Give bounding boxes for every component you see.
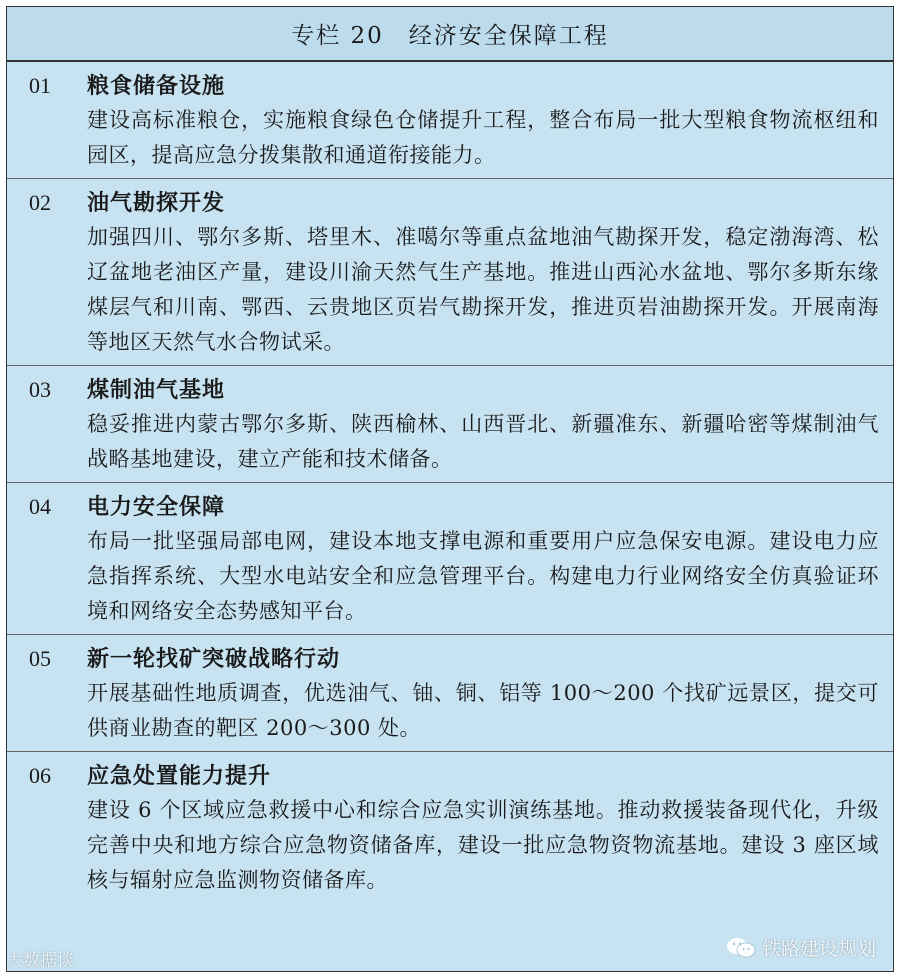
section-06 <box>7 752 893 903</box>
watermark-left <box>6 946 74 971</box>
section-title: 煤制油气基地 <box>87 378 226 403</box>
section-02 <box>7 179 893 366</box>
watermark-right <box>726 934 876 961</box>
section-04 <box>7 483 893 635</box>
section-05 <box>7 635 893 752</box>
watermark-right-text: 铁路建设规划 <box>761 938 876 960</box>
section-title: 电力安全保障 <box>87 495 226 520</box>
table-frame <box>6 6 894 972</box>
section-number: 03 <box>29 377 51 402</box>
section-body: 加强四川、鄂尔多斯、塔里木、准噶尔等重点盆地油气勘探开发，稳定渤海湾、松辽盆地老油区产量，建设川渝天然气生产基地。推进山西沁水盆地、鄂尔多斯东缘煤层气和川南、鄂西、云贵地区页岩气勘探开发，推进页岩油勘探开发。开展南海等地区天然气水合物试采。 <box>87 225 879 354</box>
section-body: 开展基础性地质调查，优选油气、铀、铜、铝等 100～200 个找矿远景区，提交可供商业勘查的靶区 200～300 处。 <box>87 681 879 740</box>
section-title: 应急处置能力提升 <box>87 764 272 789</box>
section-body: 建设 6 个区域应急救援中心和综合应急实训演练基地。推动救援装备现代化，升级完善中央和地方综合应急物资储备库，建设一批应急物资物流基地。建设 3 座区域核与辐射应急监测物资储备库。 <box>87 798 879 892</box>
section-number: 06 <box>29 763 51 788</box>
section-title: 新一轮找矿突破战略行动 <box>87 647 341 672</box>
wechat-icon <box>726 936 756 960</box>
section-01 <box>7 62 893 179</box>
section-number: 01 <box>29 73 51 98</box>
table-header <box>7 7 893 62</box>
section-number: 02 <box>29 190 51 215</box>
section-number: 04 <box>29 494 51 519</box>
section-number: 05 <box>29 646 51 671</box>
watermark-left-text: 大数据谈 <box>6 951 74 971</box>
section-body: 建设高标准粮仓，实施粮食绿色仓储提升工程，整合布局一批大型粮食物流枢纽和园区，提高应急分拨集散和通道衔接能力。 <box>87 108 879 167</box>
column-table <box>6 6 894 972</box>
section-body: 布局一批坚强局部电网，建设本地支撑电源和重要用户应急保安电源。建设电力应急指挥系统、大型水电站安全和应急管理平台。构建电力行业网络安全仿真验证环境和网络安全态势感知平台。 <box>87 529 879 623</box>
section-03 <box>7 366 893 483</box>
section-title: 油气勘探开发 <box>87 191 226 216</box>
section-title: 粮食储备设施 <box>87 74 226 99</box>
table-title: 专栏 20 经济安全保障工程 <box>291 23 609 49</box>
section-body: 稳妥推进内蒙古鄂尔多斯、陕西榆林、山西晋北、新疆准东、新疆哈密等煤制油气战略基地建设，建立产能和技术储备。 <box>87 412 879 471</box>
